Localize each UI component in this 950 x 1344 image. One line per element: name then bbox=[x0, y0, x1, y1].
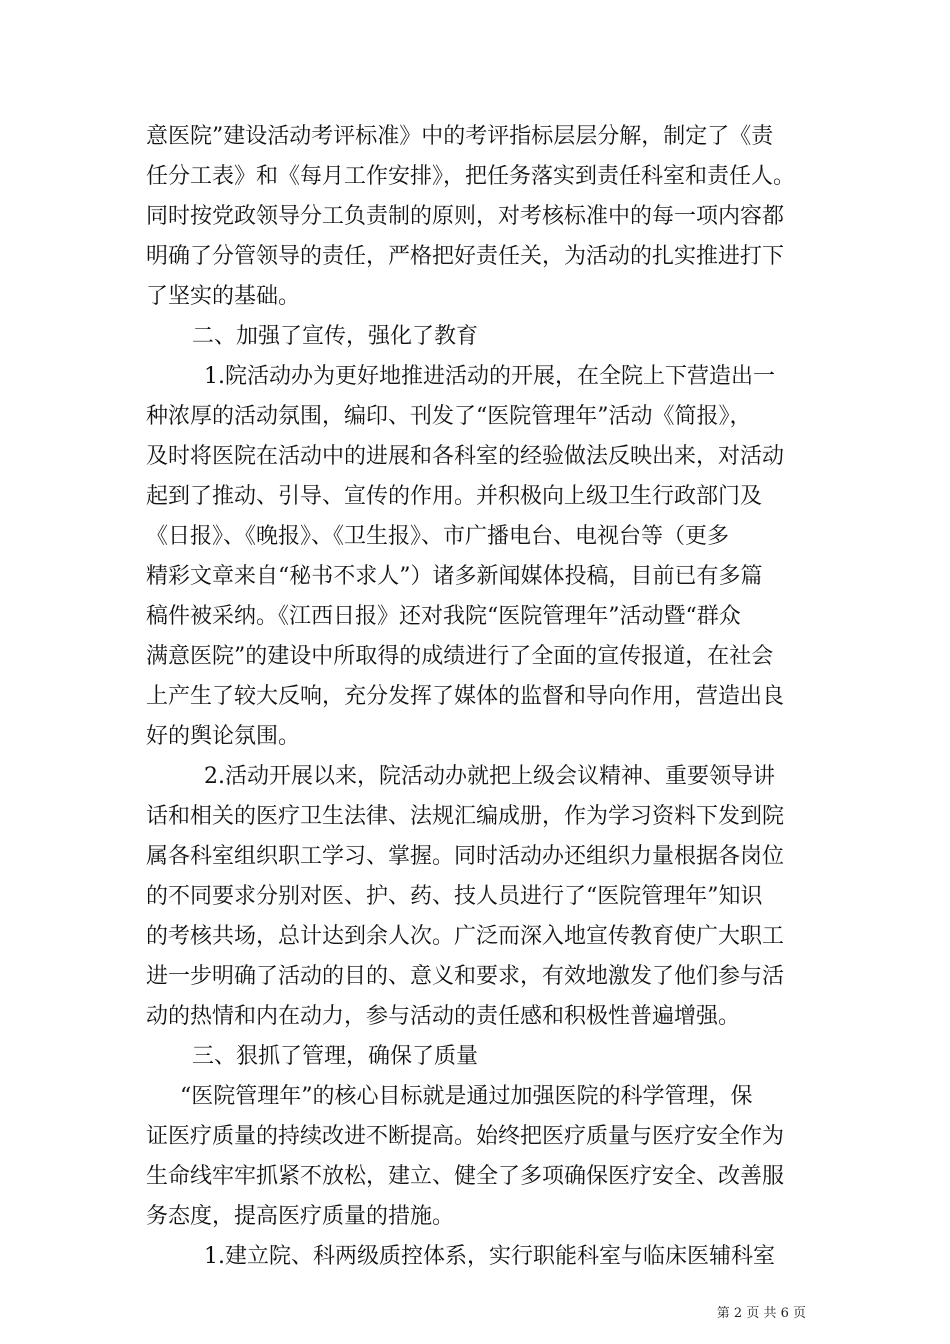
section-heading: 二、加强了宣传，强化了教育 bbox=[192, 324, 479, 349]
paragraph-first-line: 2.活动开展以来，院活动办就把上级会议精神、重要领导讲 bbox=[204, 764, 775, 789]
text-line: 起到了推动、引导、宣传的作用。并积极向上级卫生行政部门及 bbox=[146, 484, 763, 509]
text-line: 明确了分管领导的责任，严格把好责任关，为活动的扎实推进打下 bbox=[146, 244, 785, 269]
paragraph-first-line: 1.院活动办为更好地推进活动的开展，在全院上下营造出一 bbox=[204, 364, 775, 389]
text-line: 动的热情和内在动力，参与活动的责任感和积极性普遍增强。 bbox=[146, 1004, 741, 1029]
text-line: 同时按党政领导分工负责制的原则，对考核标准中的每一项内容都 bbox=[146, 204, 785, 229]
text-line: 了坚实的基础。 bbox=[146, 284, 301, 309]
text-line: 证医疗质量的持续改进不断提高。始终把医疗质量与医疗安全作为 bbox=[146, 1124, 785, 1149]
text-line: 任分工表》和《每月工作安排》，把任务落实到责任科室和责任人。 bbox=[146, 164, 796, 189]
text-line: 的不同要求分别对医、护、药、技人员进行了“医院管理年”知识 bbox=[146, 884, 763, 909]
section-heading: 三、狠抓了管理，确保了质量 bbox=[192, 1044, 479, 1069]
text-line: 满意医院”的建设中所取得的成绩进行了全面的宣传报道，在社会 bbox=[146, 644, 774, 669]
text-line: 《日报》、《晚报》、《卫生报》、市广播电台、电视台等（更多 bbox=[146, 524, 730, 549]
text-line: 种浓厚的活动氛围，编印、刊发了“医院管理年”活动《简报》， bbox=[146, 404, 752, 429]
page-number: 第 2 页 共 6 页 bbox=[716, 1306, 806, 1321]
text-line: 进一步明确了活动的目的、意义和要求，有效地激发了他们参与活 bbox=[146, 964, 785, 989]
text-line: 生命线牢牢抓紧不放松，建立、健全了多项确保医疗安全、改善服 bbox=[146, 1164, 785, 1189]
text-line: 的考核共场，总计达到余人次。广泛而深入地宣传教育使广大职工 bbox=[146, 924, 785, 949]
text-line: 上产生了较大反响，充分发挥了媒体的监督和导向作用，营造出良 bbox=[146, 684, 785, 709]
text-line: 话和相关的医疗卫生法律、法规汇编成册，作为学习资料下发到院 bbox=[146, 804, 785, 829]
text-line: 意医院”建设活动考评标准》中的考评指标层层分解，制定了《责 bbox=[146, 124, 774, 149]
text-line: 精彩文章来自“秘书不求人”）诸多新闻媒体投稿，目前已有多篇 bbox=[146, 564, 763, 589]
text-line: 务态度，提高医疗质量的措施。 bbox=[146, 1204, 455, 1229]
text-line: 属各科室组织职工学习、掌握。同时活动办还组织力量根据各岗位 bbox=[146, 844, 785, 869]
text-line: 稿件被采纳。《江西日报》还对我院“医院管理年”活动暨“群众 bbox=[146, 604, 741, 629]
text-line: 及时将医院在活动中的进展和各科室的经验做法反映出来，对活动 bbox=[146, 444, 785, 469]
paragraph-first-line: 1.建立院、科两级质控体系，实行职能科室与临床医辅科室 bbox=[204, 1244, 775, 1269]
paragraph-first-line: “医院管理年”的核心目标就是通过加强医院的科学管理，保 bbox=[180, 1084, 753, 1109]
text-line: 好的舆论氛围。 bbox=[146, 724, 301, 749]
